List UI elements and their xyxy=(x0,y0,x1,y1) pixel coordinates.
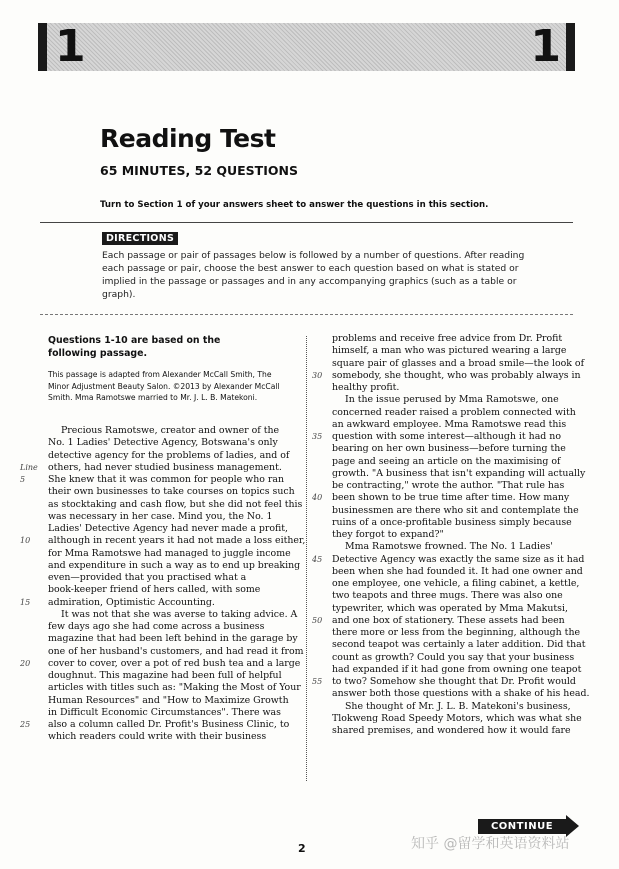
line-number: 30 xyxy=(312,370,323,380)
passage-line xyxy=(48,560,305,572)
passage-line-text: It was not that she was averse to taking advice. A xyxy=(61,608,298,620)
passage-line xyxy=(48,609,305,621)
passage-line xyxy=(312,614,589,627)
passage-line-text: magazine that had been left behind in the garage by xyxy=(48,633,298,645)
passage-line xyxy=(332,541,589,553)
passage-line xyxy=(312,431,589,443)
line-number: 40 xyxy=(312,493,323,503)
passage-line-text: two teapots and three mugs. There was also one xyxy=(332,590,563,602)
passage-line-text: himself, a man who was pictured wearing a large xyxy=(332,345,567,357)
passage-line-text: articles with titles such as: "Making the Most of Your xyxy=(48,682,301,694)
passage-line xyxy=(48,731,305,743)
line-number: 5 xyxy=(20,475,26,484)
answer-sheet-instruction: Turn to Section 1 of your answers sheet to answer the questions in this section. xyxy=(100,200,489,210)
passage-line-text: No. 1 Ladies' Detective Agency, Botswana's only xyxy=(48,437,278,449)
passage-line-text: and expenditure in such a way as to end up breaking xyxy=(48,559,301,571)
passage-line xyxy=(332,713,589,725)
passage-line-text: bearing on her own business—before turning the xyxy=(332,443,566,455)
line-number: 15 xyxy=(20,597,31,607)
passage-line-text: Detective Agency was exactly the same size as it had xyxy=(332,553,585,565)
passage-line-text: She thought of Mr. J. L. B. Matekoni's business, xyxy=(345,700,571,712)
directions-divider xyxy=(40,314,573,315)
passage-line-text: admiration, Optimistic Accounting. xyxy=(48,596,215,608)
passage-line xyxy=(332,529,589,541)
passage-right-column xyxy=(312,333,590,737)
passage-line xyxy=(332,468,589,480)
line-number: Line xyxy=(20,462,38,472)
passage-left-column xyxy=(20,425,306,744)
passage-line xyxy=(332,345,589,357)
passage-line xyxy=(312,492,589,504)
line-number: 35 xyxy=(312,432,323,441)
passage-line xyxy=(48,633,305,645)
passage-line xyxy=(332,566,589,578)
passage-line-text: was necessary in her case. Mind you, the No. 1 xyxy=(48,510,273,522)
passage-line xyxy=(312,369,589,382)
passage-line-text: although in recent years it had not made a loss either, xyxy=(48,535,306,547)
passage-line xyxy=(20,596,305,609)
passage-line xyxy=(20,474,305,486)
passage-line xyxy=(332,333,589,345)
passage-line-text: been shown to be true time after time. How many xyxy=(332,492,570,504)
passage-line-text: growth. "A business that isn't expanding will actually xyxy=(332,467,586,479)
passage-line xyxy=(20,535,306,547)
passage-line-text: Precious Ramotswe, creator and owner of the xyxy=(61,425,280,436)
passage-line xyxy=(332,701,589,713)
passage-line-text: healthy profit. xyxy=(332,382,400,393)
passage-line-text: to two? Somehow she thought that Dr. Profit would xyxy=(332,676,576,687)
passage-line xyxy=(48,437,305,449)
passage-line xyxy=(332,480,589,492)
passage-line-text: book-keeper friend of hers called, with some xyxy=(48,584,261,596)
line-number: 55 xyxy=(312,677,323,686)
passage-line-text: one employee, one vehicle, a filing cabinet, a kettle, xyxy=(332,578,580,589)
passage-line xyxy=(48,548,305,560)
column-divider xyxy=(306,336,307,781)
passage-line-text: in Difficult Economic Circumstances". There was xyxy=(48,706,281,718)
passage-line-text: second teapot was certainly a later addition. Did that xyxy=(332,639,586,651)
passage-line-text: page and seeing an article on the maximising of xyxy=(332,455,561,467)
section-number-left: 1 xyxy=(55,21,86,72)
directions-label: DIRECTIONS xyxy=(102,232,178,245)
passage-line xyxy=(48,646,305,658)
page-number: 2 xyxy=(298,842,306,855)
passage-line-text: there more or less from the beginning, although the xyxy=(332,627,581,638)
line-number: 50 xyxy=(312,615,323,625)
passage-line-text: had expanded if it had gone from owning one teapot xyxy=(332,663,582,675)
passage-line xyxy=(332,627,589,639)
continue-banner: CONTINUE xyxy=(478,819,566,834)
passage-line-text: businessmen are there who sit and contemplate the xyxy=(332,504,579,516)
passage-line xyxy=(332,456,589,468)
watermark: 知乎 @留学和英语资料站 xyxy=(411,836,570,852)
passage-line xyxy=(48,695,305,707)
passage-line xyxy=(48,486,305,498)
passage-line-text: doughnut. This magazine had been full of helpful xyxy=(48,670,282,681)
passage-line-text: others, had never studied business management. xyxy=(48,461,282,473)
line-number: 20 xyxy=(20,658,31,668)
passage-line-text: their own businesses to take courses on topics such xyxy=(48,486,295,498)
passage-line-text: problems and receive free advice from Dr. Profit xyxy=(332,333,563,344)
passage-line xyxy=(48,450,305,462)
passage-line xyxy=(332,688,589,700)
passage-line xyxy=(332,382,589,394)
passage-line xyxy=(332,407,589,419)
passage-line-text: She knew that it was common for people who ran xyxy=(48,474,284,485)
passage-line xyxy=(48,621,305,633)
passage-line-text: and one box of stationery. These assets had been xyxy=(332,614,565,626)
passage-line xyxy=(332,590,589,602)
passage-line xyxy=(48,425,305,437)
passage-line-text: one of her husband's customers, and had read it from xyxy=(48,645,304,657)
passage-line-text: Human Resources" and "How to Maximize Growth xyxy=(48,694,289,706)
passage-line-text: detective agency for the problems of ladies, and of xyxy=(48,449,290,461)
line-number: 25 xyxy=(20,720,31,729)
passage-line xyxy=(332,419,589,431)
section-bar-right-block xyxy=(566,23,575,71)
line-number: 45 xyxy=(312,554,323,564)
passage-line-text: which readers could write with their business xyxy=(48,731,267,743)
passage-line-text: an awkward employee. Mma Ramotswe read this xyxy=(332,418,567,430)
passage-line-text: count as growth? Could you say that your business xyxy=(332,651,575,663)
passage-line xyxy=(332,505,589,517)
passage-line xyxy=(48,682,305,694)
passage-line xyxy=(312,553,589,566)
passage-line xyxy=(332,358,589,370)
passage-line-text: question with some interest—although it had no xyxy=(332,431,561,442)
passage-line xyxy=(312,676,589,688)
section-number-right: 1 xyxy=(530,21,561,72)
passage-line-text: for Mma Ramotswe had managed to juggle income xyxy=(48,547,291,559)
divider-rule xyxy=(40,222,573,223)
passage-line xyxy=(48,499,305,511)
passage-line xyxy=(48,670,305,682)
passage-line xyxy=(332,603,589,615)
passage-line-text: somebody, she thought, who was probably always in xyxy=(332,369,581,381)
passage-line-text: even—provided that you practised what a xyxy=(48,572,247,583)
passage-line xyxy=(20,657,305,670)
passage-line-text: concerned reader raised a problem connected with xyxy=(332,406,576,418)
passage-line-text: be contracting," wrote the author. "That rule has xyxy=(332,480,565,491)
passage-line xyxy=(332,639,589,651)
test-subtitle: 65 MINUTES, 52 QUESTIONS xyxy=(100,163,298,178)
passage-line xyxy=(332,443,589,455)
passage-line xyxy=(20,719,305,731)
section-bar-left-block xyxy=(38,23,47,71)
passage-line-text: Mma Ramotswe frowned. The No. 1 Ladies' xyxy=(345,541,553,553)
line-number: 10 xyxy=(20,536,31,546)
passage-line-text: Tlokweng Road Speedy Motors, which was what she xyxy=(332,712,582,724)
passage-line xyxy=(332,394,589,406)
passage-line xyxy=(48,707,305,719)
passage-line xyxy=(48,523,305,535)
passage-line-text: as stocktaking and cash flow, but she did not feel this xyxy=(48,498,303,510)
passage-line-text: shared premises, and wondered how it would fare xyxy=(332,725,571,736)
passage-line xyxy=(48,572,305,584)
passage-line-text: ruins of a once-profitable business simply because xyxy=(332,516,572,528)
passage-line xyxy=(20,461,305,474)
passage-line-text: cover to cover, over a pot of red bush tea and a large xyxy=(48,657,301,669)
passage-line xyxy=(332,652,589,664)
passage-line-text: Ladies' Detective Agency had never made a profit, xyxy=(48,523,289,534)
passage-line xyxy=(332,725,589,737)
passage-source-note: This passage is adapted from Alexander McCall Smith, The Minor Adjustment Beauty Salon. ©2013 by Alexander McCall Smith. Mma Ramotswe married to Mr. J. L. B. Matekoni. xyxy=(48,370,280,402)
passage-line-text: few days ago she had come across a business xyxy=(48,621,265,632)
passage-line xyxy=(48,584,305,596)
passage-line-text: square pair of glasses and a broad smile—the look of xyxy=(332,357,585,369)
section-header-bar xyxy=(38,23,575,71)
passage-line-text: also a column called Dr. Profit's Business Clinic, to xyxy=(48,719,290,730)
passage-line xyxy=(332,578,589,590)
page-title: Reading Test xyxy=(100,124,276,153)
passage-line xyxy=(332,517,589,529)
passage-intro: Questions 1-10 are based on the following passage. xyxy=(48,335,221,359)
passage-line xyxy=(332,664,589,676)
passage-line-text: In the issue perused by Mma Ramotswe, one xyxy=(345,394,559,406)
passage-line-text: they forgot to expand?" xyxy=(332,529,444,540)
passage-line xyxy=(48,511,305,523)
passage-line-text: typewriter, which was operated by Mma Makutsi, xyxy=(332,602,568,614)
directions-text: Each passage or pair of passages below is followed by a number of questions. After reading each passage or pair, choose the best answer to each question based on what is stated or implied in the passage or passages and in any accompanying graphics (such as a table or graph). xyxy=(102,250,525,300)
passage-line-text: answer both those questions with a shake of his head. xyxy=(332,688,590,700)
passage-line-text: been when she had founded it. It had one owner and xyxy=(332,565,583,577)
